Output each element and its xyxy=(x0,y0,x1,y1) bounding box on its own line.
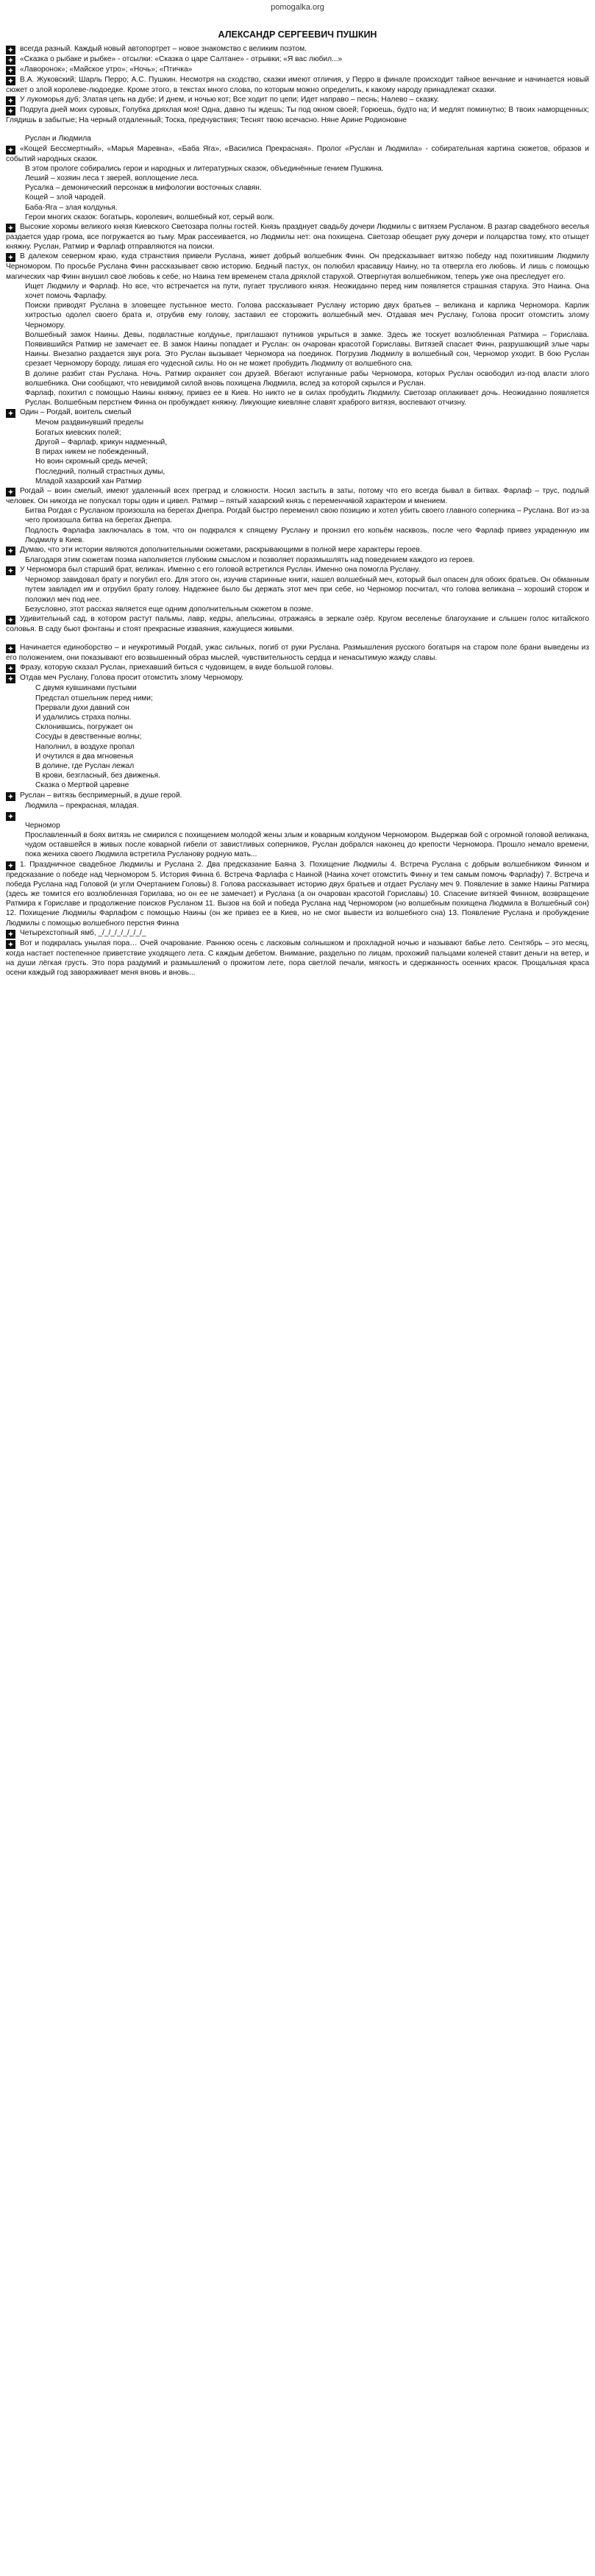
answer-item xyxy=(6,811,589,821)
paragraph xyxy=(6,821,589,830)
worksheet-marker-icon: ✦ xyxy=(6,488,15,497)
text: Младой хазарский хан Ратмир xyxy=(35,477,142,485)
verse-line xyxy=(6,713,589,722)
verse-line xyxy=(6,457,589,466)
answer-item xyxy=(6,105,589,125)
site-header[interactable]: pomogalka.org xyxy=(271,3,324,12)
text: Безусловно, этот рассказ является еще одним дополнительным сюжетом в поэме. xyxy=(25,605,313,613)
text: Волшебный замок Наины. Девы, подвластные колдунье, приглашают путников укрыться в замке. Здесь же тоскует возлюбленная Ратмира – Горислава. Появившийся Ратмир не замечает ее. В замок Наины попадает и Руслан: он очарован красотой Гориславы. Витязей спасает Финн, разрушающий злые чары Наины. Внезапно раздается звук рога. Это Руслан вызывает Черномора на поединок. Погрузив Людмилу в волшебный сон, Черномор уходит. В бою Руслан срезает Черномору бороду, лишая его чудесной силы. Но он не может пробудить Людмилу от волшебного сна. xyxy=(25,330,589,369)
text: Фразу, которую сказал Руслан, приехавший биться с чудовищем, в виде большой головы. xyxy=(20,663,334,672)
answer-item xyxy=(6,643,589,663)
answer-item xyxy=(6,144,589,164)
content xyxy=(6,44,589,978)
answer-item xyxy=(6,54,589,65)
worksheet-marker-icon: ✦ xyxy=(6,107,15,115)
text: Руслан – витязь беспримерный, в душе герой. xyxy=(20,791,182,800)
verse-line xyxy=(6,722,589,732)
text: «Кощей Бессмертный», «Марья Маревна», «Баба Яга», «Василиса Прекрасная». Пролог «Руслан и Людмила» - собирательная картина сюжетов, образов и событий народных сказок. xyxy=(6,144,589,163)
text: «Сказка о рыбаке и рыбке» - отсылки: «Сказка о царе Салтане» - отрывки; «Я вас любил...» xyxy=(20,55,343,63)
text: Подруга дней моих суровых, Голубка дряхлая моя! Одна, давно ты ждешь; Ты под окном своей; Горюешь, будто на; И медлят поминутно; В твоих наморщенных; Глядишь в забытые; На черный отдаленный; Тоска, предчувствия; Теснят твою всечасно. Няне Арине Родионовне xyxy=(6,106,589,125)
verse-line xyxy=(6,438,589,447)
worksheet-marker-icon: ✦ xyxy=(6,566,15,575)
answer-item xyxy=(6,928,589,939)
paragraph xyxy=(6,506,589,525)
answer-item xyxy=(6,545,589,555)
text: У Черномора был старший брат, великан. Именно с его головой встретился Руслан. Именно она помогла Руслану. xyxy=(20,566,421,574)
text: Битва Рогдая с Русланом произошла на берегах Днепра. Рогдай быстро переменил свою позицию и хотел убить своего главного соперника – Руслана. Вот из-за чего произошла битва на берегах Днепра. xyxy=(25,507,589,525)
text: Предстал отшельник перед ними; xyxy=(35,694,153,702)
text: Вот и подкралась унылая пора… Очей очарование. Раннюю осень с ласковым солнышком и прохладной ночью и называют бабье лето. Сентябрь – это месяц, когда настает постепенное приветствие уходящего лета. С каждым дебетом. Внимание, раздельно по лицам, прохожий пальцами коленей ставит деньги на ветер, и на души лёгкая грусть. Это пора раздумий и размышлений о прожитом лете, пора светлой печали, мягкость и сдержанность осенних красок. Прощальная краса осени каждый год завораживает меня вновь и вновь... xyxy=(6,939,589,978)
paragraph xyxy=(6,213,589,222)
paragraph xyxy=(6,282,589,301)
worksheet-marker-icon: ✦ xyxy=(6,547,15,555)
text: Четырехстопный ямб, _/_/_/_/_/_/_/_ xyxy=(20,928,146,937)
worksheet-marker-icon: ✦ xyxy=(6,792,15,801)
answer-item xyxy=(6,252,589,281)
answer-item xyxy=(6,673,589,683)
verse-line xyxy=(6,703,589,713)
text: Сосуды в девственные волны; xyxy=(35,733,142,741)
text: В далеком северном краю, куда странствия привели Руслана, живет добрый волшебник Финн. Он предсказывает витязю победу над похитившим Людмилу Черномором. По просьбе Руслана Финн рассказывает свою историю. Бедный пастух, он полюбил красавицу Наину, но та отвергла его любовь. И лишь с помощью магических чар Финн внушил своё любовь к себе, но Наина тем временем стала дряхлой старухой. Отвергнутая волшебником, теперь уже она преследует его. xyxy=(6,252,589,281)
text: «Лаворонок»; «Майское утро»; «Ночь»; «Птичка» xyxy=(20,65,193,74)
worksheet-marker-icon: ✦ xyxy=(6,861,15,870)
text: Прославленный в боях витязь не смирился с похищением молодой жены злым и коварным колдуном Черномором. Выдержав бой с огромной головой великана, чудом оставшейся в живых после коварной гибели от завистливых соперников, Руслан добрался наконец до крепости Черномора. Прошло немало времени, пока жениха своего Людмила встретила Русланову родную мать... xyxy=(25,830,589,859)
paragraph xyxy=(6,830,589,860)
paragraph xyxy=(6,605,589,614)
spacer xyxy=(6,125,589,134)
verse-line xyxy=(6,752,589,761)
worksheet-marker-icon: ✦ xyxy=(6,56,15,65)
text: И очутился в два мгновенья xyxy=(35,752,134,761)
text: Русалка – демонический персонаж в мифологии восточных славян. xyxy=(25,184,262,193)
spacer xyxy=(6,634,589,643)
worksheet-marker-icon: ✦ xyxy=(6,644,15,653)
worksheet-marker-icon: ✦ xyxy=(6,940,15,949)
verse-line xyxy=(6,467,589,477)
paragraph xyxy=(6,164,589,174)
answer-item xyxy=(6,95,589,105)
answer-item xyxy=(6,222,589,252)
page-title: АЛЕКСАНДР СЕРГЕЕВИЧ ПУШКИН xyxy=(218,29,377,40)
answer-item xyxy=(6,614,589,634)
paragraph xyxy=(6,801,589,811)
paragraph xyxy=(6,183,589,193)
worksheet-marker-icon: ✦ xyxy=(6,66,15,75)
text: Но воин скромный средь мечей; xyxy=(35,458,148,466)
answer-item xyxy=(6,75,589,95)
text: Ищет Людмилу и Фарлаф. Но все, что встречается на пути, пугает трусливого князя. Неожиданно перед ним появляется страшная старуха. Это Наина. Она хочет помочь Фарлафу. xyxy=(25,282,589,301)
text: Кощей – злой чародей. xyxy=(25,193,106,202)
text: Наполнил, в воздухе пропал xyxy=(35,742,135,751)
worksheet-marker-icon: ✦ xyxy=(6,616,15,625)
worksheet-marker-icon: ✦ xyxy=(6,930,15,939)
text: Черномор завидовал брату и погубил его. Для этого он, изучив старинные книги, нашел волшебный меч, который был опасен для обоих братьев. Он обманным путем завладел им и отрубил брату голову. Надежнее было бы держать этот меч при себе, но Черномор посчитал, что голова великана – хороший сторож и положил меч под нее. xyxy=(25,576,589,604)
text: У лукоморья дуб; Златая цепь на дубе; И днем, и ночью кот; Все ходит по цепи; Идет направо – песнь; Налево – сказку. xyxy=(20,96,439,104)
paragraph xyxy=(6,575,589,605)
text: И удалились страха полны. xyxy=(35,713,132,722)
paragraph xyxy=(6,174,589,183)
paragraph xyxy=(6,330,589,369)
paragraph xyxy=(6,526,589,545)
worksheet-marker-icon: ✦ xyxy=(6,812,15,821)
text: С двумя кувшинами пустыми xyxy=(35,684,137,693)
text: Рогдай – воин смелый, имеют удаленный всех преград и сложности. Носил застыть в заты, потому что его всегда бывал в битвах. Фарлаф – трус, подлый человек. Он никогда не попускал торы один и цивел. Ратмир – пятый хазарский князь с переменчивой характером и мнением. xyxy=(6,486,589,505)
text: 1. Праздничное свадебное Людмилы и Руслана 2. Два предсказание Баяна 3. Похищение Людмилы 4. Встреча Руслана с добрым волшебником Финном и предсказание о победе над Черномором 5. История Финна 6. Встреча Фарлафа с Наиной (Наина хочет отомстить Финну и тем самым помочь Фарлафу) 7. Встреча и победа Руслана над Головой (и угли Очертанием Головы) 8. Голова рассказывает историю двух братьев и отдает Руслану меч 9. Появление в замке Наины Ратмира (здесь же томится его возлюбленная Горилава, но он ее не замечает) и Руслана (а он очарован красотой Гориславы) 10. Спасение витязей Финном, возвращение Ратмира к Гориславе и продолжение поисков Русланом 11. Вызов на бой и победа Руслана над Черномором (но волшебным похищена Людмила в Волшебный сон) 12. Похищение Людмилы Фарлафом с помощью Наины (он же привез ее в Киев, но не смог вывести из волшебного сна) 13. Появление Руслана и пробуждение Людмилы с помощью волшебного перстня Финна xyxy=(6,860,589,928)
worksheet-marker-icon: ✦ xyxy=(6,409,15,418)
verse-line xyxy=(6,683,589,693)
answer-item xyxy=(6,565,589,575)
worksheet-marker-icon: ✦ xyxy=(6,253,15,262)
verse-line xyxy=(6,477,589,486)
text: Удивительный сад, в котором растут пальмы, лавр, кедры, апельсины, отражаясь в зеркале озёр. Кругом веселенье благоухание и слышен голос китайского соловья. В саду бьют фонтаны и стоят прекрасные изваяния, кажущиеся живыми. xyxy=(6,614,589,633)
worksheet-marker-icon: ✦ xyxy=(6,77,15,85)
text: В долине, где Руслан лежал xyxy=(35,761,135,770)
text: всегда разный. Каждый новый автопортрет – новое знакомство с великим поэтом. xyxy=(20,45,307,53)
paragraph xyxy=(6,388,589,408)
paragraph xyxy=(6,555,589,565)
text: В этом прологе собирались герои и народных и литературных сказок, объединённые гением Пушкина. xyxy=(25,164,384,173)
verse-line xyxy=(6,780,589,790)
answer-item xyxy=(6,860,589,928)
answer-item xyxy=(6,408,589,418)
answer-item xyxy=(6,65,589,75)
paragraph xyxy=(6,369,589,388)
paragraph xyxy=(6,203,589,213)
worksheet-marker-icon: ✦ xyxy=(6,664,15,673)
text: Последний, полный страстных думы, xyxy=(35,467,165,476)
text: В.А. Жуковский; Шарль Перро; А.С. Пушкин. Несмотря на сходство, сказки имеют отличия, у Перро в финале происходит тайное венчание и начинается новый сюжет о злой королеве-людоедке. Кроме этого, в текстах много слова, по которым можно определить, к какому народу принадлежат сказки. xyxy=(6,76,589,94)
text: Отдав меч Руслану, Голова просит отомстить злому Черномору. xyxy=(20,674,244,683)
worksheet-marker-icon: ✦ xyxy=(6,146,15,154)
text: Герои многих сказок: богатырь, королевич, волшебный кот, серый волк. xyxy=(25,213,274,221)
verse-line xyxy=(6,428,589,438)
text: Думаю, что эти истории являются дополнительными сюжетами, раскрывающими в полной мере характеры героев. xyxy=(20,545,422,554)
text: Прервали духи давний сон xyxy=(35,703,129,712)
text: Черномор xyxy=(25,821,60,830)
text: Поиски приводят Руслана в зловещее пустынное место. Голова рассказывает Руслану историю двух братьев – великана и карлика Черномора. Карлик хитростью одолел своего брата и, отрубив ему голову, заставил ее сторожить волшебный меч. Отдавая меч Руслану, Голова просит отомстить злому Черномору. xyxy=(25,302,589,330)
text: Подлость Фарлафа заключалась в том, что он подкрался к спящему Руслану и пронзил его копьём насквозь, после чего Фарлаф привез украденную им Людмилу в Киев. xyxy=(25,526,589,544)
answer-item xyxy=(6,486,589,506)
text: Начинается единоборство – и неукротимый Рогдай, ужас сильных, погиб от руки Руслана. Размышления русского богатыря на старом поле брани выведены из его положением, они показывают его возвышенный образ мыслей, чувствительность сердца и ненасытимую жажду славы. xyxy=(6,644,589,663)
text: Руслан и Людмила xyxy=(25,135,91,143)
answer-item xyxy=(6,791,589,801)
text: В крови, безгласный, без движенья. xyxy=(35,772,160,780)
text: Леший – хозяин леса т зверей, воплощение леса. xyxy=(25,174,199,183)
text: Один – Рогдай, воитель смелый xyxy=(20,408,132,417)
verse-line xyxy=(6,761,589,771)
verse-line xyxy=(6,447,589,457)
verse-line xyxy=(6,771,589,780)
worksheet-marker-icon: ✦ xyxy=(6,96,15,105)
verse-line xyxy=(6,694,589,703)
paragraph xyxy=(6,134,589,143)
answer-item xyxy=(6,44,589,54)
text: Баба-Яга – злая колдунья. xyxy=(25,203,118,212)
text: Высокие хоромы великого князя Киевского Светозара полны гостей. Князь празднует свадьбу дочери Людмилы с витязем Русланом. В разгар свадебного веселья раздается удар грома, все погружается во тьму. Мрак рассеивается, но Людмилы нет: она похищена. Светозар обещает руку дочери и полцарства тому, кто отыщет княжну. Руслан, Ратмир и Фарлаф отправляются на поиски. xyxy=(6,223,589,252)
worksheet-marker-icon: ✦ xyxy=(6,46,15,54)
paragraph xyxy=(6,193,589,202)
text: Сказка о Мертвой царевне xyxy=(35,781,129,790)
text: Фарлаф, похитил с помощью Наины княжну, привез ее в Киев. Но никто не в силах пробудить Людмилу. Светозар оплакивает дочь. Неожиданно появляется Руслан. Волшебным перстнем Финна он пробуждает княжну. Ликующие киевляне славят храброго витязя, воспевают отчизну. xyxy=(25,389,589,408)
verse-line xyxy=(6,732,589,741)
text: Мечом раздвинувший пределы xyxy=(35,419,144,427)
text: Богатых киевских полей; xyxy=(35,428,121,437)
text: Людмила – прекрасная, младая. xyxy=(25,801,139,810)
text: Склонившись, погружает он xyxy=(35,723,133,732)
answer-item xyxy=(6,939,589,978)
text: В пирах никем не побежденный, xyxy=(35,448,149,457)
verse-line xyxy=(6,418,589,427)
worksheet-marker-icon: ✦ xyxy=(6,675,15,683)
text: Благодаря этим сюжетам поэма наполняется глубоким смыслом и позволяет поразмышлять над поведением каждого из героев. xyxy=(25,555,475,564)
text: В долине разбит стан Руслана. Ночь. Ратмир охраняет сон друзей. Вбегают испуганные рабы Черномора, которых Руслан освободил из-под власти злого волшебника. Они сообщают, что невидимой силой вновь похищена Людмила, вслед за которой скрылся и Руслан. xyxy=(25,369,589,388)
worksheet-marker-icon: ✦ xyxy=(6,224,15,232)
verse-line xyxy=(6,742,589,752)
paragraph xyxy=(6,301,589,330)
answer-item xyxy=(6,663,589,673)
text: Другой – Фарлаф, крикун надменный, xyxy=(35,438,168,446)
